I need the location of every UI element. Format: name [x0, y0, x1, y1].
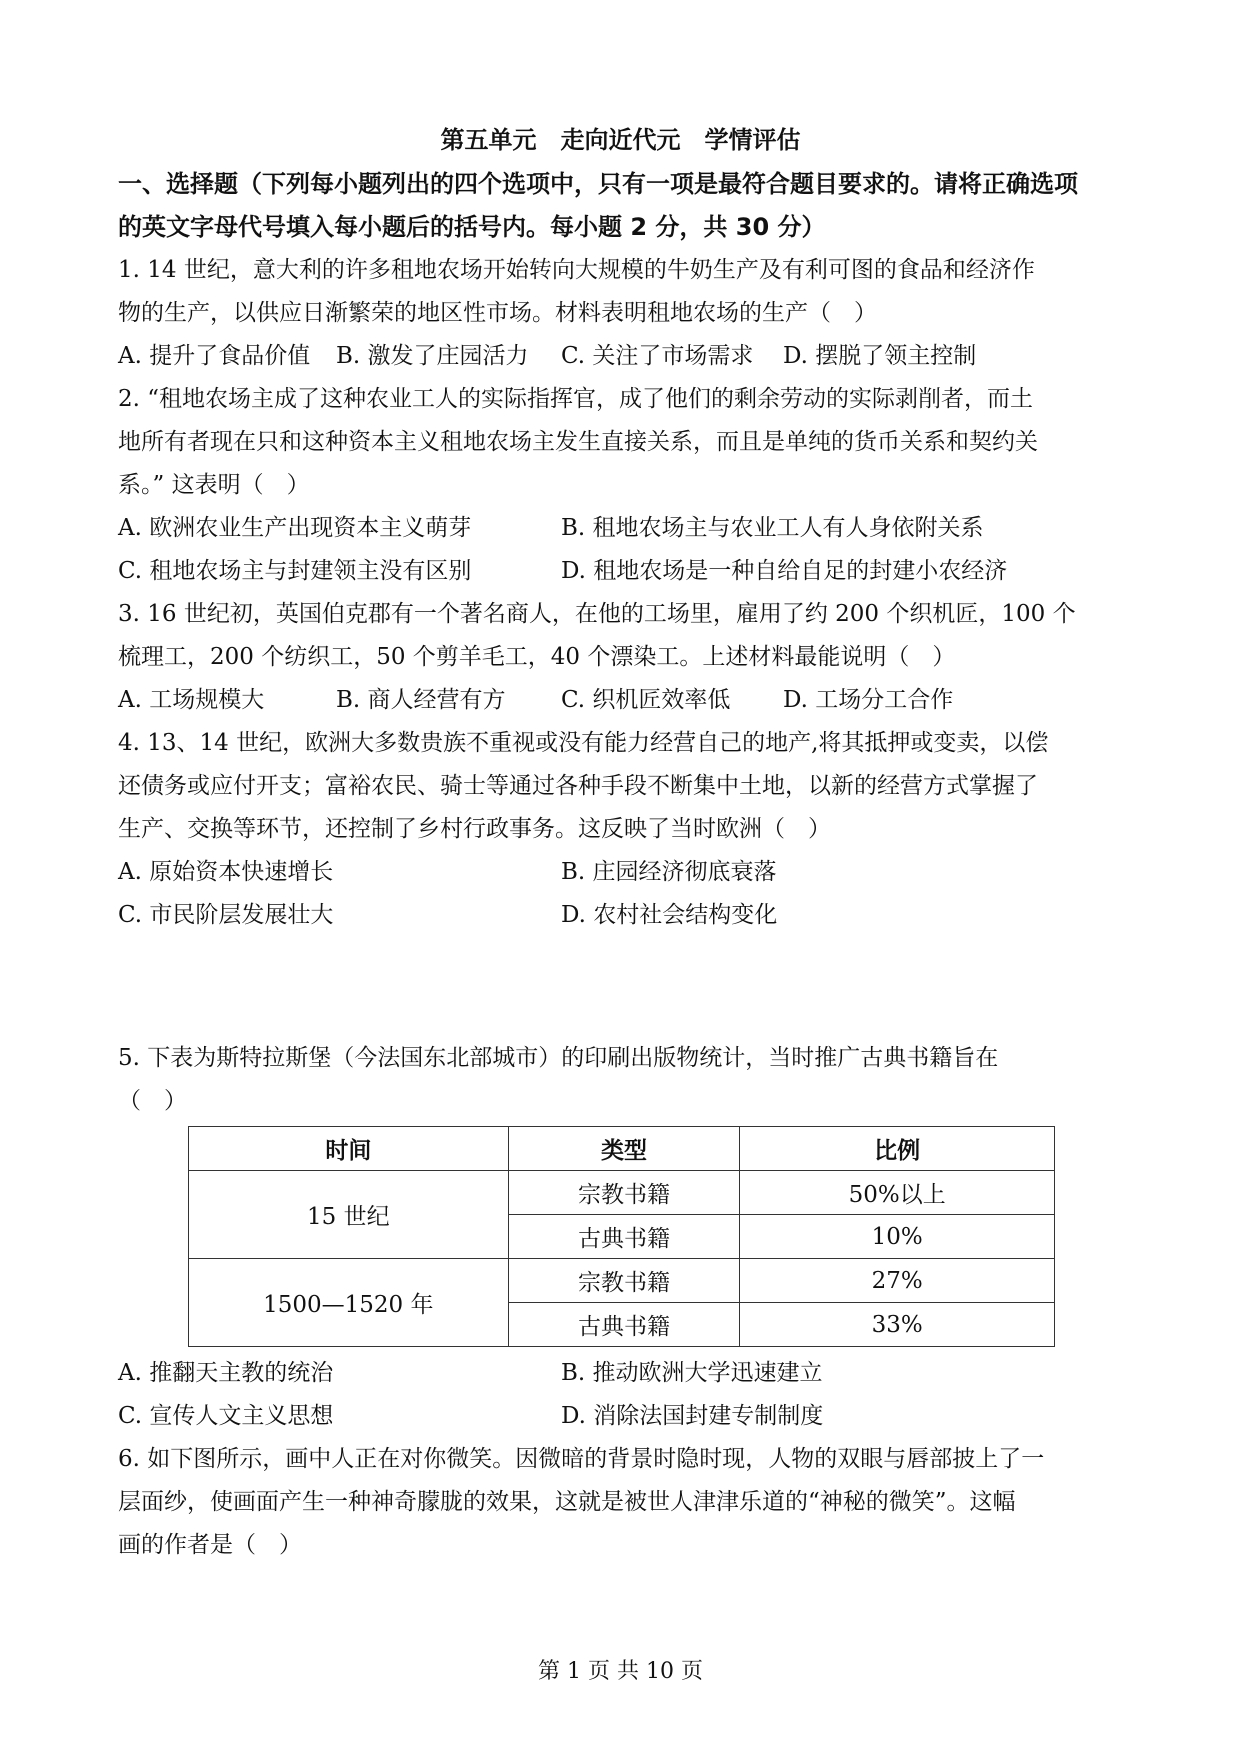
table-cell-ratio: 50%以上 [740, 1171, 1055, 1215]
table-header-type: 类型 [508, 1127, 740, 1171]
table-header-row [189, 1127, 1055, 1171]
table-row [189, 1259, 1055, 1303]
publication-statistics-table [188, 1126, 1055, 1347]
question-6-line-1: 6. 如下图所示，画中人正在对你微笑。因微暗的背景时隐时现，人物的双眼与唇部披上了一 [118, 1446, 1045, 1472]
question-4-line-3: 生产、交换等环节，还控制了乡村行政事务。这反映了当时欧洲（ ） [118, 816, 831, 842]
question-1-line-1: 1. 14 世纪，意大利的许多租地农场开始转向大规模的牛奶生产及有利可图的食品和经济作 [118, 257, 1035, 283]
question-5-option-b: B. 推动欧洲大学迅速建立 [561, 1360, 823, 1386]
question-4-line-1: 4. 13、14 世纪，欧洲大多数贵族不重视或没有能力经营自己的地产,将其抵押或变卖，以偿 [118, 730, 1049, 756]
question-4-line-2: 还债务或应付开支；富裕农民、骑士等通过各种手段不断集中土地，以新的经营方式掌握了 [118, 773, 1038, 799]
section-instructions-line-1: 一、选择题（下列每小题列出的四个选项中，只有一项是最符合题目要求的。请将正确选项 [118, 170, 1078, 198]
question-1-option-d: D. 摆脱了领主控制 [783, 343, 977, 369]
question-2-line-3: 系。” 这表明（ ） [118, 472, 310, 498]
question-6-line-2: 层面纱，使画面产生一种神奇朦胧的效果，这就是被世人津津乐道的“神秘的微笑”。这幅 [118, 1489, 1016, 1515]
question-3-option-a: A. 工场规模大 [118, 687, 265, 713]
question-3-option-c: C. 织机匠效率低 [561, 687, 731, 713]
question-4-option-d: D. 农村社会结构变化 [561, 902, 778, 928]
question-5-line-2: （ ） [118, 1088, 187, 1114]
table-cell-period: 1500—1520 年 [189, 1259, 509, 1347]
table-cell-period: 15 世纪 [189, 1171, 509, 1259]
table-row [189, 1171, 1055, 1215]
question-2-option-d: D. 租地农场是一种自给自足的封建小农经济 [561, 558, 1008, 584]
question-3-option-d: D. 工场分工合作 [783, 687, 954, 713]
table-cell-ratio: 33% [740, 1303, 1055, 1347]
question-1-line-2: 物的生产，以供应日渐繁荣的地区性市场。材料表明租地农场的生产（ ） [118, 300, 877, 326]
page-title: 第五单元 走向近代元 学情评估 [440, 126, 801, 154]
question-4-option-b: B. 庄园经济彻底衰落 [561, 859, 777, 885]
table-cell-ratio: 27% [740, 1259, 1055, 1303]
question-2-option-c: C. 租地农场主与封建领主没有区别 [118, 558, 472, 584]
page-number-footer: 第 1 页 共 10 页 [538, 1659, 703, 1684]
question-1-option-a: A. 提升了食品价值 [118, 343, 311, 369]
question-4-option-c: C. 市民阶层发展壮大 [118, 902, 334, 928]
table-cell-type: 古典书籍 [508, 1215, 740, 1259]
question-2-line-1: 2. “租地农场主成了这种农业工人的实际指挥官，成了他们的剩余劳动的实际剥削者，而土 [118, 386, 1034, 412]
question-4-option-a: A. 原始资本快速增长 [118, 859, 334, 885]
table-cell-type: 宗教书籍 [508, 1259, 740, 1303]
question-3-line-2: 梳理工，200 个纺织工，50 个剪羊毛工，40 个漂染工。上述材料最能说明（ ） [118, 644, 956, 670]
question-2-option-a: A. 欧洲农业生产出现资本主义萌芽 [118, 515, 472, 541]
question-2-option-b: B. 租地农场主与农业工人有人身依附关系 [561, 515, 984, 541]
question-5-line-1: 5. 下表为斯特拉斯堡（今法国东北部城市）的印刷出版物统计，当时推广古典书籍旨在 [118, 1045, 999, 1071]
question-5-option-c: C. 宣传人文主义思想 [118, 1403, 334, 1429]
question-1-option-b: B. 激发了庄园活力 [336, 343, 529, 369]
question-2-line-2: 地所有者现在只和这种资本主义租地农场主发生直接关系，而且是单纯的货币关系和契约关 [118, 429, 1038, 455]
question-3-option-b: B. 商人经营有方 [336, 687, 506, 713]
table-header-ratio: 比例 [740, 1127, 1055, 1171]
table-cell-type: 古典书籍 [508, 1303, 740, 1347]
question-1-option-c: C. 关注了市场需求 [561, 343, 754, 369]
question-6-line-3: 画的作者是（ ） [118, 1532, 302, 1558]
question-5-option-a: A. 推翻天主教的统治 [118, 1360, 334, 1386]
table-cell-ratio: 10% [740, 1215, 1055, 1259]
question-5-option-d: D. 消除法国封建专制制度 [561, 1403, 824, 1429]
table-cell-type: 宗教书籍 [508, 1171, 740, 1215]
question-3-line-1: 3. 16 世纪初，英国伯克郡有一个著名商人，在他的工场里，雇用了约 200 个织机匠，100 个 [118, 601, 1076, 627]
table-header-time: 时间 [189, 1127, 509, 1171]
section-instructions-line-2: 的英文字母代号填入每小题后的括号内。每小题 2 分，共 30 分） [118, 213, 826, 241]
